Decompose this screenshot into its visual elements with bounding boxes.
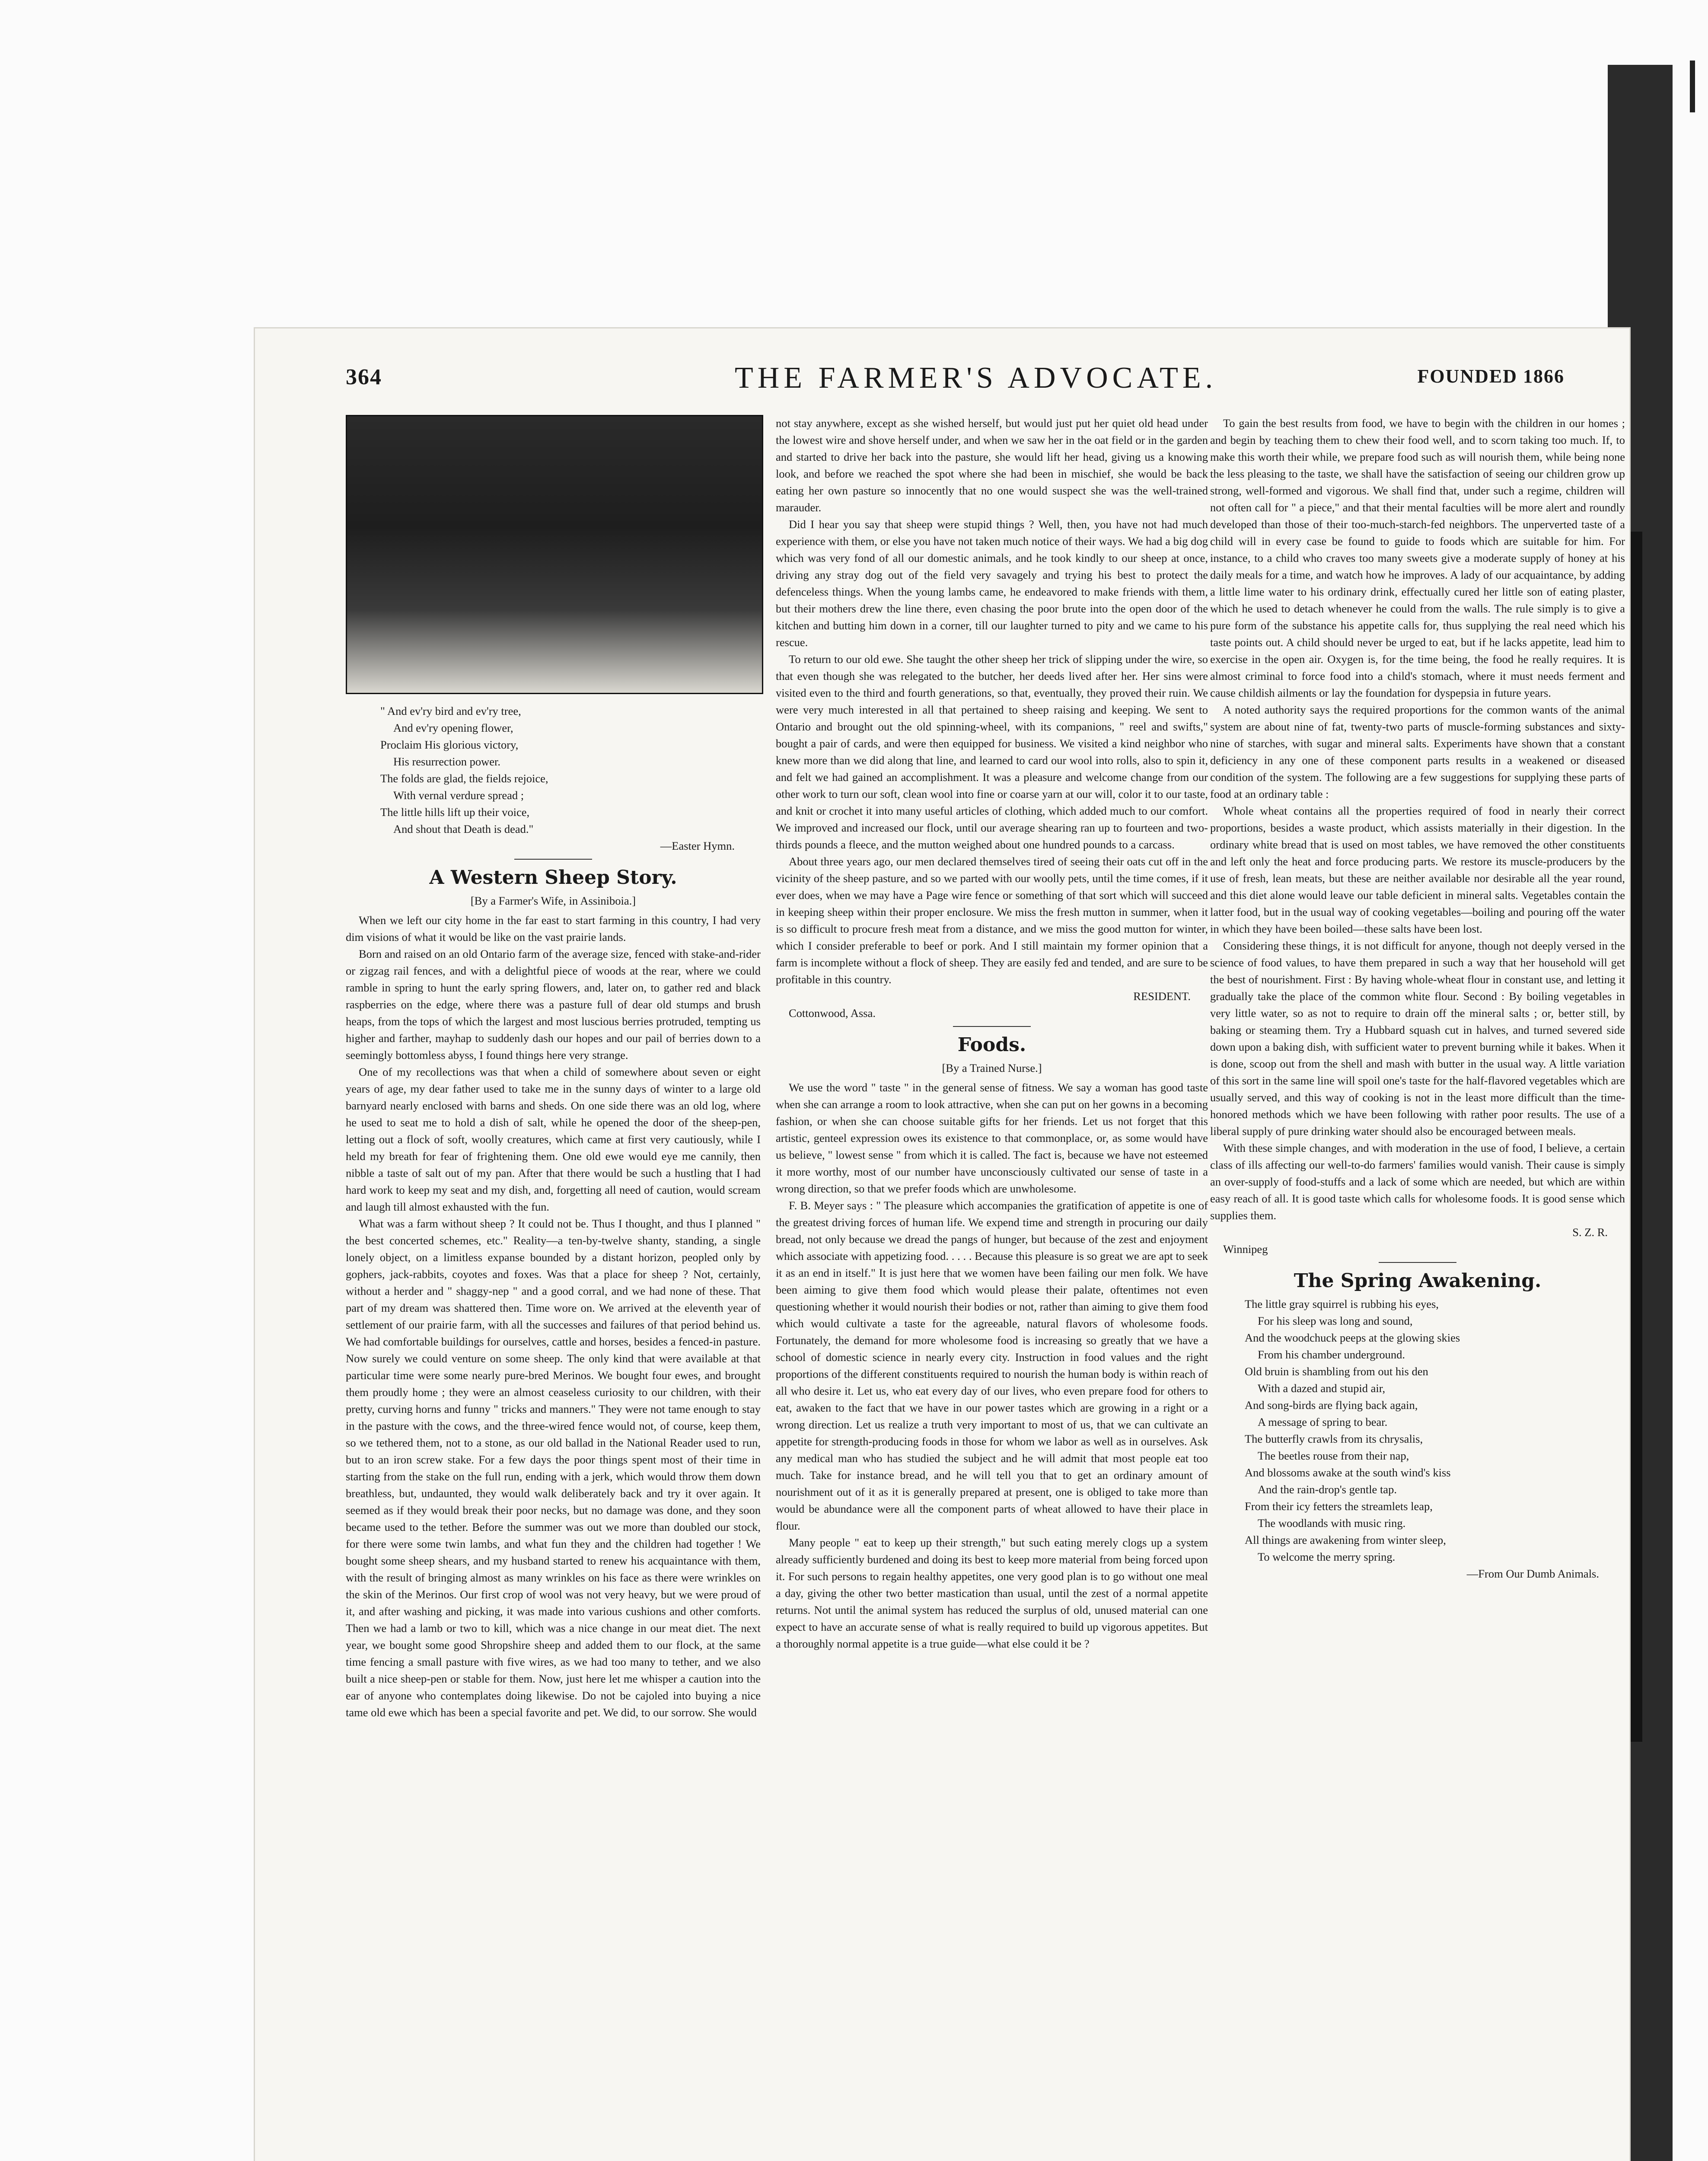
article-place: Winnipeg [1223,1243,1268,1256]
poem-line: Proclaim His glorious victory, [380,738,519,751]
article-title: Foods. [957,1034,1026,1056]
spring-poem [1210,1296,1625,1582]
article-byline: [By a Trained Nurse.] [942,1061,1042,1074]
paragraph: A noted authority says the required proportions for the common wants of the animal system are about nine of fat, twenty-two parts of muscle-forming substances and sixty-nine of starches, with sugar and mineral salts. Experiments have shown that a constant deficiency in any one of these component parts results in a weakened or diseased condition of the system. The following are a few suggestions for supplying these parts of food at an ordinary table : [1210,703,1625,800]
paragraph: We use the word " taste " in the general sense of fitness. We say a woman has good taste when she can arrange a room to look attractive, when she can put on her gowns in a becoming fashion, or when she can choose suitable gifts for her friends. Let us not forget that this artistic, genteel expression owes its existence to that commonplace, or, as some would have us believe, " lowest sense " from which it is called. The fact is, because we have not esteemed it more worthy, most of our number have unconsciously cultivated our sense of taste in a wrong direction, so that we prefer foods which are unwholesome. [776,1081,1208,1195]
paragraph: Whole wheat contains all the properties required of food in nearly their correct proportions, besides a waste product, which assists materially in their digestion. In the ordinary white bread that is used on most tables, we have removed the other constituents and left only the heat and force producing parts. We restore its muscle-producers by the use of fresh, lean meats, but these are neither available nor desirable all the year round, and this diet alone would leave our table deficient in mineral salts. Vegetables contain the latter food, but in the usual way of cooking vegetables—boiling and pouring off the water in which they have been boiled—these salts have been lost. [1210,804,1625,935]
scanner-corner-mark [1690,61,1695,112]
paragraph: With these simple changes, and with moderation in the use of food, I believe, a certain class of ills affecting our well-to-do farmers' families would vanish. Their cause is simply an over-supply of food-stuffs and a lack of some which are needed, but which are within easy reach of all. It is good taste which calls for wholesome foods. It is good sense which supplies them. [1210,1141,1625,1222]
founded-year: FOUNDED 1866 [1417,366,1565,387]
paragraph: not stay anywhere, except as she wished herself, but would just put her quiet old head under the lowest wire and shove herself under, and when we saw her in the oat field or in the garden and started to drive her back into the pasture, she would lift her head, giving us a knowing look, and before we reached the spot where she had been in mischief, she would be back eating her own pasture so innocently that no one would suspect she was the well-trained marauder. [776,417,1208,514]
poem-line: And the rain-drop's gentle tap. [1258,1483,1397,1496]
poem-line: The woodlands with music ring. [1258,1517,1406,1530]
poem-line: " And ev'ry bird and ev'ry tree, [380,704,521,717]
poem-line: The beetles rouse from their nap, [1258,1449,1409,1462]
column-1 [346,415,761,1721]
poem-line: And shout that Death is dead." [393,822,534,835]
paragraph: F. B. Meyer says : " The pleasure which accompanies the gratification of appetite is one of the greatest driving forces of human life. We expend time and strength in procuring our daily bread, not only because we dread the pangs of hunger, but because of the zest and enjoyment which associate with appetizing food. . . . . Because this pleasure is so great we are apt to seek it as an end in itself." It is just here that we women have been failing our men folk. We have been aiming to give them food which would please their palate, oftentimes not even questioning whether it would nourish their bodies or not, rather than aiming to give them food which would cultivate a taste for the agreeable, natural flavors of wholesome foods. Fortunately, the demand for more wholesome food is increasing so greatly that we have a school of domestic science in nearly every city. Instruction in food values and the right proportions of the different constituents required to nourish the human body is within reach of all who desire it. Let us, who eat every day of our lives, who even prepare food for others to eat, awaken to the fact that we have in our power tastes which are growing in a right or a wrong direction. Let us realize a truth very important to most of us, that we can cultivate an appetite for strength-producing foods in those for whom we labor as well as in ourselves. Ask any medical man who has studied the subject and he will admit that most people eat too much. Take for instance bread, and he will tell you that to get an ordinary amount of nourishment out of it as it is generally prepared at present, one is obliged to take more than would be abundance were all the component parts of wheat allowed to have their place in flour. [776,1199,1208,1532]
poem-line: All things are awakening from winter sleep, [1245,1533,1446,1546]
article-title: A Western Sheep Story. [429,867,677,889]
easter-hymn [346,703,761,854]
paragraph: To gain the best results from food, we have to begin with the children in our homes ; and begin by teaching them to chew their food well, and to scorn taking too much. If, to make this worth their while, we prepare food such as will nourish them, while being none the less pleasing to the taste, we shall have the satisfaction of seeing our children grow up strong, well-formed and vigorous. We shall find that, under such a regime, children will not often call for " a piece," and that their mental faculties will be more alert and roundly developed than those of their too-much-starch-fed neighbors. The unperverted taste of a child will in every case be found to guide to foods which are suitable for him. For instance, to a child who craves too many sweets give a moderate supply of honey at his daily meals for a time, and watch how he improves. A lady of our acquaintance, by adding a little lime water to his ordinary drink, effectually cured her little son of eating plaster, which he used to detach whenever he could from the walls. The rule simply is to give a pure form of the substance his appetite calls for, thus supplying the real need which his taste points out. A child should never be urged to eat, but if he lacks appetite, lead him to exercise in the open air. Oxygen is, for the time being, the food he really requires. It is almost criminal to force food into a child's stomach, where it must needs ferment and cause childish ailments or lay the foundation for dyspepsia in future years. [1210,417,1625,699]
poem-attribution: —Easter Hymn. [660,839,735,852]
poem-line: And ev'ry opening flower, [393,721,513,734]
paragraph: When we left our city home in the far east to start farming in this country, I had very dim visions of what it would be like on the vast prairie lands. [346,914,761,943]
poem-line: And the woodchuck peeps at the glowing skies [1245,1331,1460,1344]
paragraph: What was a farm without sheep ? It could not be. Thus I thought, and thus I planned " the best concerted schemes, etc." Reality—a ten-by-twelve shanty, standing, a single lonely object, on a limitless expanse bounded by a distant horizon, peopled only by gophers, jack-rabbits, coyotes and foxes. Was that a place for sheep ? Not, certainly, without a herder and " shaggy-nep " and a good corral, and we had none of these. That part of my dream was shattered then. Time wore on. We arrived at the eleventh year of settlement of our prairie farm, with all the successes and failures of that period behind us. We had comfortable buildings for ourselves, cattle and horses, besides a fenced-in pasture. Now surely we could venture on some sheep. The only kind that were available at that particular time were some nearly pure-bred Merinos. We bought four ewes, and brought them proudly home ; they were an almost ceaseless curiosity to our children, with their pretty, curving horns and funny " tricks and manners." They were not tame enough to stay in the pasture with the cows, and the three-wired fence would not, of course, keep them, so we tethered them, not to a stone, as our old ballad in the National Reader used to run, but to an iron screw stake. For a few days the poor things spent most of their time in starting from the stake on the full run, ending with a jerk, which would throw them down breathless, but, undaunted, they would walk deliberately back and try it over again. It seemed as if they would break their poor necks, but no damage was done, and they soon became used to the tether. Before the summer was out we more than doubled our stock, for there were some twin lambs, and what fun they and the children had together ! We bought some sheep shears, and my husband started to renew his acquaintance with them, with the result of bringing almost as many wrinkles on his face as there were wrinkles on the skin of the Merinos. Our first crop of wool was not very heavy, but we were proud of it, and after washing and picking, it was made into various cushions and other comforts. Then we had a lamb or two to kill, which was a nice change in our meat diet. The next year, we bought some good Shropshire sheep and added them to our flock, at the same time fencing a small pasture with five wires, as we had too many to tether, and we also built a nice sheep-pen or stable for them. Now, just here let me whisper a caution into the ear of anyone who contemplates doing likewise. Do not be cajoled into buying a nice tame old ewe which has been a special favorite and pet. We did, to our sorrow. She would [346,1217,761,1719]
poem-line: The folds are glad, the fields rejoice, [380,772,548,785]
paragraph: About three years ago, our men declared themselves tired of seeing their oats cut off in the vicinity of the sheep pasture, and so we parted with our woolly pets, until the time comes, if it ever does, when we may have a Page wire fence or something of that sort which will succeed in keeping sheep within their proper enclosure. We miss the fresh mutton in summer, when it is so difficult to procure fresh meat from a distance, and we miss the good mutton for winter, which I consider preferable to beef or pork. And I still maintain my former opinion that a farm is incomplete without a flock of sheep. They are easily fed and tended, and are sure to be profitable in this country. [776,855,1208,986]
poem-line: Old bruin is shambling from out his den [1245,1365,1428,1378]
poem-line: The little hills lift up their voice, [380,806,530,819]
poem-attribution: —From Our Dumb Animals. [1466,1567,1599,1580]
poem-line: The little gray squirrel is rubbing his eyes, [1245,1297,1439,1310]
article-signoff: S. Z. R. [1572,1226,1608,1239]
paper-title: THE FARMER'S ADVOCATE. [735,361,1217,395]
paragraph: Born and raised on an old Ontario farm of the average size, fenced with stake-and-rider or zigzag rail fences, and with a delightful piece of woods at the rear, where we could ramble in spring to hunt the early spring flowers, and, later on, to gather red and black raspberries on the edge, where there was a pasture full of dear old stumps and brush heaps, from the tops of which the largest and most luscious berries protruded, tempting us higher and farther, mayhap to suddenly dash our hopes and our pail of berries down to a seemingly bottomless abyss, I found things here very strange. [346,947,761,1061]
poem-line: From their icy fetters the streamlets leap, [1245,1500,1433,1513]
poem-line: To welcome the merry spring. [1258,1550,1396,1563]
poem-line: With vernal verdure spread ; [393,789,524,802]
poem-title: The Spring Awakening. [1294,1270,1542,1292]
poem-line: The butterfly crawls from its chrysalis, [1245,1432,1423,1445]
article-signoff: RESIDENT. [1133,990,1191,1003]
paragraph: Many people " eat to keep up their strength," but such eating merely clogs up a system already sufficiently burdened and doing its best to keep more material from being forced upon it. For such persons to regain healthy appetites, one very good plan is to go without one meal a day, giving the other two better mastication than usual, until the zest of a normal appetite returns. Not until the animal system has reduced the surplus of old, unused material can one expect to have an accurate sense of what is really required to build up vigorous appetites. But a thoroughly normal appetite is a true guide—what else could it be ? [776,1536,1208,1650]
article-byline: [By a Farmer's Wife, in Assiniboia.] [470,894,636,907]
poem-line: A message of spring to bear. [1258,1415,1388,1428]
poem-line: And song-birds are flying back again, [1245,1399,1418,1412]
paragraph: Did I hear you say that sheep were stupid things ? Well, then, you have not had much experience with them, or else you have not taken much notice of their ways. We had a big dog which was very fond of all our domestic animals, and he took kindly to our sheep at once, driving any stray dog out of the field very savagely and trying his best to protect the defenceless things. When the young lambs came, he endeavored to make friends with them, but their mothers drew the line there, even chasing the poor brute into the open door of the kitchen and butting him down in a corner, till our laughter turned to pity and we came to his rescue. [776,518,1208,649]
poem-line: For his sleep was long and sound, [1258,1314,1413,1327]
paragraph: To return to our old ewe. She taught the other sheep her trick of slipping under the wire, so that even though she was relegated to the butcher, her deeds lived after her. Her sins were visited even to the third and fourth generations, so that, eventually, they proved their ruin. We were very much interested in all that pertained to sheep raising and keeping. We sent to Ontario and brought out the old spinning-wheel, with its companions, " reel and swifts," bought a pair of cards, and were then equipped for business. We visited a kind neighbor who knew more than we did along that line, and learned to card our wool into rolls, also to spin it, and felt we had gained an accomplishment. It was a pleasure and welcome change from our other work to turn our soft, clean wool into fine or coarse yarn at our will, color it to our taste, and knit or crochet it into many useful articles of clothing, which added much to our comfort. We improved and increased our flock, until our average shearing ran up to fourteen and two-thirds pounds a fleece, and the mutton weighed about one hundred pounds to a carcass. [776,653,1208,851]
poem-line: With a dazed and stupid air, [1258,1382,1386,1395]
column-2 [776,415,1208,1652]
paragraph: Considering these things, it is not difficult for anyone, though not deeply versed in the science of food values, to have them prepared in such a way that her household will get the best of nourishment. First : By having whole-wheat flour in constant use, and letting it gradually take the place of the common white flour. Second : By boiling vegetables in very little water, so as not to require to drain off the mineral salts ; or, better still, by baking or steaming them. Try a Hubbard squash cut in halves, and turned severed side down upon a baking dish, with sufficient water to prevent burning while it bakes. When it is done, scoop out from the shell and mash with butter in the usual way. A little variation of this sort in the same line will spoil one's taste for the half-flavored vegetables which are usually served, and this way of cooking is not in the least more difficult than the time-honored methods which we have been following with rather poor results. The use of a liberal supply of pure drinking water should also be encouraged between meals. [1210,939,1625,1138]
column-3 [1210,415,1625,1587]
poem-line: From his chamber underground. [1258,1348,1405,1361]
divider [953,1026,1031,1027]
poem-line: His resurrection power. [393,755,500,768]
page-number: 364 [346,365,382,389]
poem-line: And blossoms awake at the south wind's kiss [1245,1466,1451,1479]
article-place: Cottonwood, Assa. [789,1007,876,1020]
illustration-photo [346,415,763,694]
divider [514,859,592,860]
paragraph: One of my recollections was that when a child of somewhere about seven or eight years of age, my dear father used to take me in the sunny days of winter to a large old barnyard nearly enclosed with barns and sheds. On one side there was an old log, where he used to seat me to hold a dish of salt, while he opened the door of the sheep-pen, letting out a flock of soft, woolly creatures, which came at first very cautiously, while I held my breath for fear of frightening them. One old ewe would eye me cannily, then nibble a taste of salt out of my pan. After that there would be such a hustling that I had hard work to keep my seat and my dish, and, forgetting all need of caution, would scream and laugh till almost exhausted with the fun. [346,1065,761,1213]
masthead [346,361,1565,400]
divider [1379,1262,1456,1263]
